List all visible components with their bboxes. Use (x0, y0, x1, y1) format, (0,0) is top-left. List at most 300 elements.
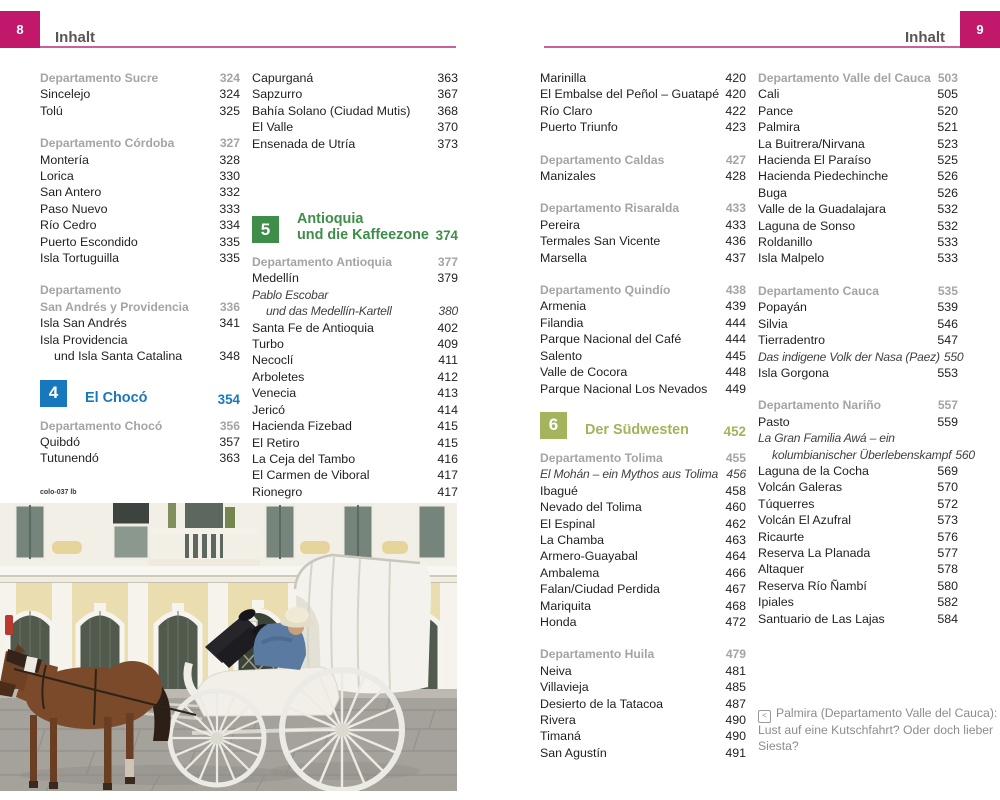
photo-caption-line1: < Palmira (Departamento Valle del Cauca): (758, 705, 1000, 722)
toc-entry-page-number: 532 (937, 202, 958, 217)
toc-entry (252, 467, 458, 483)
toc-entry (40, 234, 240, 250)
chapter-title: Der Südwesten (585, 422, 689, 439)
toc-entry-page-number: 348 (219, 349, 240, 364)
toc-entry-page-number: 559 (937, 414, 958, 429)
toc-entry (540, 598, 746, 614)
toc-entry (758, 86, 958, 102)
toc-entry (252, 402, 458, 418)
toc-entry-label: Departamento Sucre (40, 71, 159, 85)
toc-entry (540, 712, 746, 728)
toc-column-right-1 (540, 70, 746, 761)
toc-entry-page-number: 520 (937, 103, 958, 118)
toc-section-header (252, 254, 458, 270)
toc-entry-label: Das indigene Volk der Nasa (Paez) (758, 349, 940, 364)
toc-entry-page-number: 330 (219, 169, 240, 184)
toc-entry-page-number: 423 (725, 120, 746, 135)
toc-entry-page-number: 333 (219, 201, 240, 216)
toc-section-header (758, 397, 958, 413)
toc-entry-page-number: 546 (937, 316, 958, 331)
toc-entry-page-number: 456 (726, 467, 746, 482)
toc-entry (252, 369, 458, 385)
toc-section-header (758, 70, 958, 86)
toc-entry-label: Tolú (40, 103, 63, 118)
toc-entry-page-number: 324 (219, 87, 240, 102)
toc-entry-page-number: 466 (725, 565, 746, 580)
toc-section-header (758, 283, 958, 299)
toc-entry (540, 331, 746, 347)
toc-entry-label: Termales San Vicente (540, 234, 661, 249)
toc-entry-page-number: 444 (725, 315, 746, 330)
chapter-number-badge: 5 (252, 216, 279, 243)
toc-entry-label: Neiva (540, 663, 572, 678)
toc-entry-page-number: 503 (937, 71, 958, 85)
toc-entry-page-number: 491 (725, 745, 746, 760)
toc-entry-page-number: 332 (219, 185, 240, 200)
toc-entry-label: Departamento Nariño (758, 398, 881, 413)
toc-entry-label: Armero-Guayabal (540, 549, 638, 564)
toc-entry (540, 70, 746, 86)
toc-entry (540, 483, 746, 499)
toc-entry-page-number: 439 (725, 299, 746, 314)
toc-entry-label: Ambalema (540, 565, 600, 580)
toc-entry-label: Laguna de Sonso (758, 218, 856, 233)
toc-entry-label: Santuario de Las Lajas (758, 611, 885, 626)
toc-spacer (540, 136, 746, 152)
toc-entry-label: Pasto (758, 414, 790, 429)
toc-entry-page-number: 428 (725, 169, 746, 184)
toc-entry-label: Nevado del Tolima (540, 500, 642, 515)
toc-entry-label: Volcán Galeras (758, 480, 843, 495)
toc-entry-page-number: 582 (937, 595, 958, 610)
toc-entry-label: Filandia (540, 315, 584, 330)
toc-entry-page-number: 334 (219, 218, 240, 233)
toc-entry-label: Departamento Caldas (540, 152, 665, 167)
toc-entry (758, 594, 958, 610)
toc-spacer (540, 266, 746, 282)
toc-entry (252, 336, 458, 352)
toc-entry (758, 447, 975, 463)
toc-entry (252, 435, 458, 451)
toc-entry-page-number: 553 (937, 365, 958, 380)
toc-entry (540, 348, 746, 364)
toc-entry-page-number: 416 (437, 451, 458, 466)
toc-entry-page-number: 436 (725, 234, 746, 249)
toc-entry (758, 234, 958, 250)
toc-section-header (540, 200, 746, 216)
toc-entry (540, 696, 746, 712)
toc-entry-label: Laguna de la Cocha (758, 463, 869, 478)
toc-entry-label: und Isla Santa Catalina (54, 349, 183, 364)
toc-entry-label: Timaná (540, 729, 581, 744)
toc-entry-label: Departamento Huila (540, 647, 655, 662)
toc-entry (252, 270, 458, 286)
toc-entry (758, 496, 958, 512)
toc-entry-label: Reserva La Planada (758, 545, 871, 560)
toc-entry-label: Departamento (40, 283, 122, 298)
toc-entry-page-number: 357 (219, 434, 240, 449)
toc-entry-page-number: 324 (219, 71, 240, 85)
toc-entry-label: Ricaurte (758, 529, 805, 544)
toc-entry-label: El Mohán – ein Mythos aus Tolima (540, 467, 719, 482)
toc-entry (758, 218, 958, 234)
toc-entry-page-number: 535 (937, 283, 958, 298)
toc-entry (40, 450, 240, 466)
toc-entry-label: El Espinal (540, 516, 596, 531)
toc-entry (540, 466, 746, 482)
toc-entry-page-number: 526 (937, 185, 958, 200)
toc-entry-label: Isla San Andrés (40, 316, 127, 331)
chapter-page-number: 354 (217, 391, 240, 407)
toc-entry-label: Ipiales (758, 595, 794, 610)
toc-entry-label: Sapzurro (252, 87, 303, 102)
toc-entry (252, 320, 458, 336)
toc-entry-label: Tierradentro (758, 333, 826, 348)
toc-entry-page-number: 455 (725, 450, 746, 465)
toc-entry (758, 430, 958, 446)
toc-entry-label: Rionegro (252, 484, 303, 499)
toc-entry (758, 545, 958, 561)
toc-entry (540, 381, 746, 397)
toc-entry (758, 578, 958, 594)
toc-entry (40, 332, 240, 348)
toc-entry-page-number: 505 (937, 87, 958, 102)
toc-entry (540, 663, 746, 679)
toc-entry-page-number: 437 (725, 250, 746, 265)
toc-entry-page-number: 467 (725, 582, 746, 597)
toc-entry-label: Tutunendó (40, 451, 99, 466)
toc-entry (540, 119, 746, 135)
toc-entry (540, 745, 746, 761)
toc-entry-label: Departamento Antioquia (252, 255, 392, 270)
toc-entry (758, 365, 958, 381)
toc-entry (758, 136, 958, 152)
toc-entry-label: Popayán (758, 300, 807, 315)
chapter-heading (40, 380, 240, 407)
toc-entry (758, 201, 958, 217)
toc-entry (252, 103, 458, 119)
toc-entry-label: Río Claro (540, 103, 593, 118)
toc-entry (758, 349, 964, 365)
toc-entry (540, 614, 746, 630)
toc-entry (540, 250, 746, 266)
toc-entry (540, 499, 746, 515)
toc-entry-page-number: 580 (937, 578, 958, 593)
toc-entry (40, 217, 240, 233)
toc-section-header (40, 70, 240, 86)
toc-entry (758, 152, 958, 168)
toc-entry-label: El Carmen de Viboral (252, 468, 370, 483)
toc-entry-label: Pereira (540, 217, 580, 232)
toc-entry-label: Santa Fe de Antioquia (252, 320, 374, 335)
toc-entry-page-number: 325 (219, 103, 240, 118)
toc-entry-label: Parque Nacional del Café (540, 332, 682, 347)
toc-entry-page-number: 526 (937, 169, 958, 184)
toc-entry-page-number: 414 (437, 402, 458, 417)
toc-entry-page-number: 479 (725, 647, 746, 662)
toc-entry-label: Rivera (540, 713, 576, 727)
toc-entry-label: Mariquita (540, 598, 591, 613)
toc-entry (540, 581, 746, 597)
page-header-title-right: Inhalt (905, 29, 945, 46)
toc-entry (252, 136, 458, 152)
toc-entry (540, 548, 746, 564)
toc-entry-page-number: 533 (937, 235, 958, 250)
toc-entry-page-number: 363 (219, 451, 240, 466)
toc-entry-page-number: 379 (437, 271, 458, 286)
toc-entry-page-number: 433 (725, 217, 746, 232)
toc-entry-label: Hacienda El Paraíso (758, 153, 871, 168)
toc-entry-label: Isla Providencia (40, 332, 128, 347)
toc-entry-label: Ibagué (540, 483, 578, 498)
toc-entry-page-number: 572 (937, 496, 958, 511)
toc-entry-page-number: 433 (725, 201, 746, 216)
toc-entry-label: San Agustín (540, 745, 607, 760)
toc-section-header (40, 282, 240, 298)
toc-entry (758, 463, 958, 479)
toc-entry-label: Valle de la Guadalajara (758, 202, 886, 217)
toc-entry (540, 516, 746, 532)
toc-entry (40, 168, 240, 184)
toc-entry-label: Medellín (252, 271, 299, 286)
toc-entry-label: Roldanillo (758, 235, 813, 250)
toc-entry-page-number: 417 (437, 468, 458, 483)
caption-arrow-icon: < (758, 710, 771, 723)
toc-section-header (40, 418, 240, 434)
toc-entry-label: Sincelejo (40, 87, 91, 102)
toc-spacer (40, 119, 240, 135)
toc-entry-label: Puerto Escondido (40, 234, 138, 249)
toc-entry (758, 250, 958, 266)
toc-entry-label: Lorica (40, 169, 74, 184)
photo-credit: colo-037 lb (40, 489, 77, 496)
toc-entry (540, 315, 746, 331)
toc-entry-label: Falan/Ciudad Perdida (540, 582, 660, 597)
toc-entry-label: Manizales (540, 169, 596, 184)
toc-entry-page-number: 356 (219, 418, 240, 433)
toc-entry-page-number: 402 (437, 320, 458, 335)
toc-entry-label: La Chamba (540, 532, 605, 547)
toc-entry (40, 348, 240, 364)
toc-entry (758, 185, 958, 201)
toc-entry (540, 532, 746, 548)
toc-entry-label: Venecia (252, 386, 297, 401)
toc-entry-page-number: 413 (437, 386, 458, 401)
toc-entry-page-number: 370 (437, 120, 458, 135)
toc-entry-page-number: 377 (437, 255, 458, 270)
toc-column-right-2 (758, 70, 975, 627)
toc-entry (252, 86, 458, 102)
toc-entry-page-number: 584 (937, 611, 958, 626)
toc-entry-label: Isla Gorgona (758, 365, 829, 380)
toc-entry-label: Túquerres (758, 496, 815, 511)
toc-entry-page-number: 539 (937, 300, 958, 315)
toc-entry-page-number: 578 (937, 562, 958, 577)
toc-entry-label: San Andrés y Providencia (40, 299, 189, 314)
toc-entry (540, 168, 746, 184)
toc-entry-label: Valle de Cocora (540, 365, 628, 380)
toc-entry (40, 152, 240, 168)
toc-entry-page-number: 373 (437, 136, 458, 151)
toc-section-header (540, 282, 746, 298)
toc-entry-label: Salento (540, 348, 583, 363)
toc-entry-label: La Ceja del Tambo (252, 451, 356, 466)
toc-entry-page-number: 533 (937, 251, 958, 266)
toc-entry (252, 385, 458, 401)
toc-entry-label: La Buitrera/Nirvana (758, 136, 865, 151)
toc-entry (540, 679, 746, 695)
toc-entry (758, 529, 958, 545)
toc-entry-page-number: 438 (725, 283, 746, 298)
toc-entry (758, 479, 958, 495)
toc-section-header (40, 299, 240, 315)
toc-entry-label: Buga (758, 185, 787, 200)
toc-entry-page-number: 472 (725, 614, 746, 629)
toc-entry-label: Desierto de la Tatacoa (540, 696, 664, 711)
toc-column-left-2 (252, 70, 458, 500)
toc-entry-page-number: 449 (725, 381, 746, 396)
toc-entry-page-number: 560 (955, 447, 975, 462)
toc-entry-label: Departamento Chocó (40, 418, 163, 433)
toc-entry-label: Villavieja (540, 680, 589, 695)
toc-entry-label: Isla Tortuguilla (40, 251, 119, 266)
toc-entry-page-number: 464 (725, 549, 746, 564)
toc-entry-page-number: 487 (725, 696, 746, 711)
toc-entry (758, 103, 958, 119)
toc-entry-label: Isla Malpelo (758, 251, 825, 266)
toc-entry (40, 103, 240, 119)
toc-spacer (40, 266, 240, 282)
toc-entry-label: Turbo (252, 337, 284, 352)
toc-entry-label: Volcán El Azufral (758, 513, 851, 528)
toc-entry-page-number: 444 (725, 332, 746, 347)
toc-entry-label: Departamento Valle del Cauca (758, 71, 931, 85)
chapter-heading (540, 412, 746, 439)
toc-entry (758, 414, 958, 430)
toc-entry-page-number: 417 (437, 484, 458, 499)
toc-entry (540, 103, 746, 119)
toc-entry (40, 250, 240, 266)
toc-entry (40, 315, 240, 331)
toc-entry-label: Paso Nuevo (40, 201, 108, 216)
toc-spacer (758, 381, 958, 397)
toc-entry-label: Necoclí (252, 353, 294, 368)
toc-entry-page-number: 481 (725, 663, 746, 678)
toc-entry-label: Marinilla (540, 71, 587, 85)
toc-entry-page-number: 328 (219, 152, 240, 167)
toc-entry (252, 451, 458, 467)
toc-entry (758, 119, 958, 135)
toc-entry-page-number: 336 (219, 299, 240, 314)
toc-entry-label: La Gran Familia Awá – ein (758, 431, 895, 446)
toc-entry (252, 484, 458, 500)
toc-entry (540, 364, 746, 380)
photo-horse-carriage-palmira (0, 503, 457, 791)
toc-entry-page-number: 363 (437, 71, 458, 85)
toc-entry (758, 512, 958, 528)
chapter-number-badge: 4 (40, 380, 67, 407)
toc-entry-page-number: 409 (437, 337, 458, 352)
toc-entry-label: Pance (758, 103, 794, 118)
toc-entry-page-number: 415 (437, 435, 458, 450)
toc-entry-label: Cali (758, 87, 780, 102)
toc-entry-label: Armenia (540, 299, 587, 314)
toc-section-header (540, 646, 746, 662)
toc-entry-page-number: 532 (937, 218, 958, 233)
toc-entry-label: Departamento Cauca (758, 283, 879, 298)
red-extinguisher (5, 615, 13, 635)
toc-spacer (540, 184, 746, 200)
toc-entry-page-number: 427 (725, 152, 746, 167)
toc-entry (540, 298, 746, 314)
chapter-title: El Chocó (85, 390, 148, 406)
page-number-badge-right: 9 (960, 11, 1000, 48)
toc-entry-page-number: 468 (725, 598, 746, 613)
toc-entry-label: Puerto Triunfo (540, 120, 618, 135)
toc-entry-page-number: 557 (937, 398, 958, 413)
toc-column-left-1 (40, 70, 240, 467)
toc-entry-label: Silvia (758, 316, 788, 331)
toc-entry-page-number: 341 (219, 316, 240, 331)
toc-entry (252, 70, 458, 86)
toc-entry-label: Capurganá (252, 71, 314, 85)
toc-entry (40, 434, 240, 450)
toc-entry-page-number: 573 (937, 513, 958, 528)
photo-caption-line2: Lust auf eine Kutschfahrt? Oder doch lieber Siesta? (758, 722, 994, 753)
toc-entry-label: San Antero (40, 185, 102, 200)
toc-entry-label: Departamento Risaralda (540, 201, 680, 216)
toc-entry (540, 233, 746, 249)
toc-entry-page-number: 411 (438, 353, 458, 368)
toc-entry-page-number: 550 (943, 349, 964, 364)
toc-entry (758, 168, 958, 184)
toc-entry (252, 303, 458, 319)
toc-entry-label: Departamento Córdoba (40, 136, 175, 151)
toc-entry-label: Hacienda Piedechinche (758, 169, 889, 184)
toc-entry-label: El Valle (252, 120, 294, 135)
toc-entry (252, 418, 458, 434)
toc-entry-page-number: 490 (725, 713, 746, 727)
toc-entry (40, 201, 240, 217)
toc-entry-page-number: 335 (219, 251, 240, 266)
toc-entry-page-number: 463 (725, 532, 746, 547)
toc-entry (252, 119, 458, 135)
toc-entry-page-number: 485 (725, 680, 746, 695)
toc-entry-page-number: 367 (437, 87, 458, 102)
toc-entry (40, 86, 240, 102)
toc-entry-label: Arboletes (252, 369, 305, 384)
chapter-heading (252, 212, 458, 243)
toc-entry-label: Pablo Escobar (252, 287, 329, 302)
photo-illustration (0, 503, 457, 791)
toc-entry-label: Hacienda Fizebad (252, 419, 352, 434)
toc-entry-page-number: 420 (725, 87, 746, 102)
toc-entry-page-number: 422 (725, 103, 746, 118)
toc-spacer (758, 267, 958, 283)
toc-entry-label: kolumbianischer Überlebenskampf (772, 447, 952, 462)
toc-entry (758, 299, 958, 315)
toc-entry-label: Reserva Río Ñambí (758, 578, 867, 593)
toc-entry-label: Altaquer (758, 562, 805, 577)
toc-section-header (540, 450, 746, 466)
toc-entry-page-number: 327 (219, 136, 240, 151)
toc-entry-label: Marsella (540, 250, 587, 265)
toc-entry (40, 184, 240, 200)
toc-entry (540, 565, 746, 581)
toc-entry (540, 86, 746, 102)
chapter-page-number: 452 (723, 423, 746, 439)
toc-entry (540, 217, 746, 233)
